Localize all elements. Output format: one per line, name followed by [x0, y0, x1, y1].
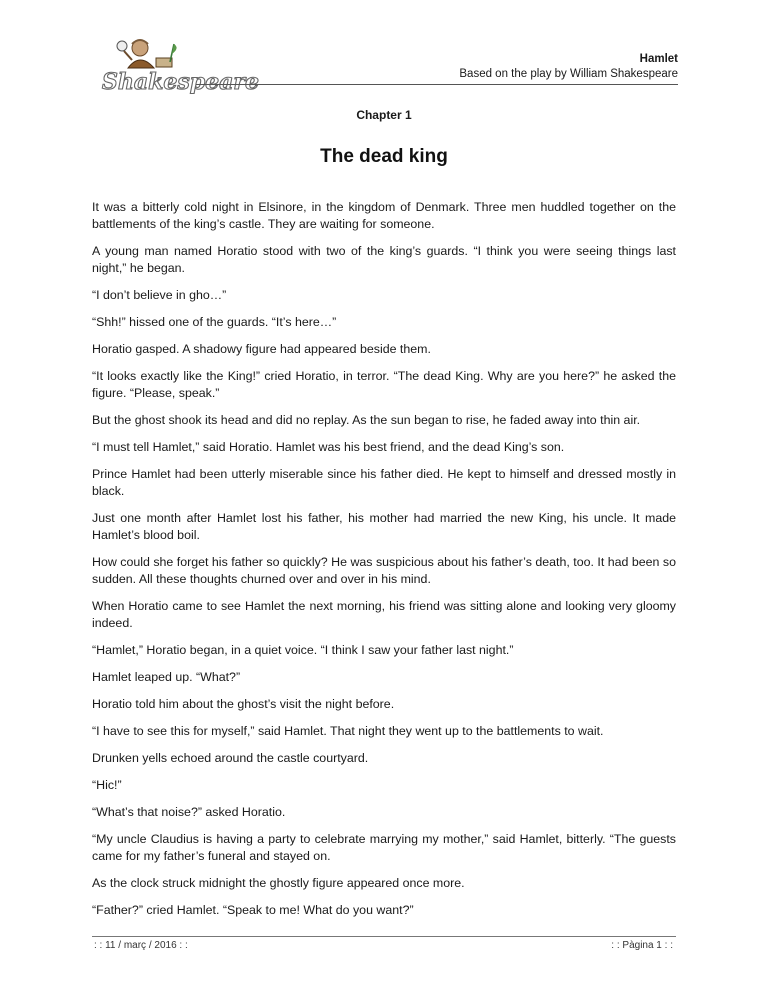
document-subtitle: Based on the play by William Shakespeare: [459, 68, 678, 80]
paragraph: “Father?” cried Hamlet. “Speak to me! What do you want?”: [92, 903, 414, 917]
story-body: [92, 199, 676, 929]
footer-date: : : 11 / març / 2016 : :: [94, 940, 188, 951]
header-divider: [196, 84, 678, 85]
paragraph: Horatio told him about the ghost’s visit the night before.: [92, 697, 395, 711]
paragraph: “Hic!”: [92, 778, 122, 792]
paragraph: A young man named Horatio stood with two of the king’s guards. “I think you were seeing things last night,” he began.: [92, 244, 676, 275]
paragraph: “What’s that noise?” asked Horatio.: [92, 805, 286, 819]
paragraph: Prince Hamlet had been utterly miserable since his father died. He kept to himself and dressed mostly in black.: [92, 467, 676, 498]
paragraph: “I have to see this for myself,” said Hamlet. That night they went up to the battlements to wait.: [92, 724, 604, 738]
svg-text:Shakespeare: Shakespeare: [102, 69, 259, 95]
paragraph: “Shh!” hissed one of the guards. “It’s here…”: [92, 315, 337, 329]
paragraph: Just one month after Hamlet lost his father, his mother had married the new King, his uncle. It made Hamlet’s blood boil.: [92, 511, 676, 542]
paragraph: It was a bitterly cold night in Elsinore, in the kingdom of Denmark. Three men huddled together on the battlements of the king’s castle. They are waiting for someone.: [92, 200, 676, 231]
paragraph: “I must tell Hamlet,” said Horatio. Hamlet was his best friend, and the dead King’s son.: [92, 440, 565, 454]
shakespeare-logo: [100, 34, 259, 96]
paragraph: “I don’t believe in gho…”: [92, 288, 227, 302]
paragraph: When Horatio came to see Hamlet the next morning, his friend was sitting alone and looking very gloomy indeed.: [92, 599, 676, 630]
paragraph: “It looks exactly like the King!” cried Horatio, in terror. “The dead King. Why are you here?” he asked the figure. “Please, speak.”: [92, 369, 676, 400]
chapter-title: The dead king: [320, 146, 448, 167]
paragraph: Horatio gasped. A shadowy figure had appeared beside them.: [92, 342, 431, 356]
paragraph: As the clock struck midnight the ghostly figure appeared once more.: [92, 876, 465, 890]
paragraph: “My uncle Claudius is having a party to celebrate marrying my mother,” said Hamlet, bitterly. “The guests came for my father’s funeral and stayed on.: [92, 832, 676, 863]
footer-page-number: : : Pàgina 1 : :: [611, 940, 673, 951]
paragraph: Drunken yells echoed around the castle courtyard.: [92, 751, 369, 765]
paragraph: How could she forget his father so quickly? He was suspicious about his father’s death, too. It had been so sudden. All these thoughts churned over and over in his mind.: [92, 555, 676, 586]
document-title: Hamlet: [639, 53, 678, 65]
paragraph: Hamlet leaped up. “What?”: [92, 670, 241, 684]
footer-divider: [92, 936, 676, 937]
chapter-label: Chapter 1: [356, 108, 412, 122]
paragraph: But the ghost shook its head and did no replay. As the sun began to rise, he faded away into thin air.: [92, 413, 641, 427]
paragraph: “Hamlet,” Horatio began, in a quiet voice. “I think I saw your father last night.”: [92, 643, 514, 657]
